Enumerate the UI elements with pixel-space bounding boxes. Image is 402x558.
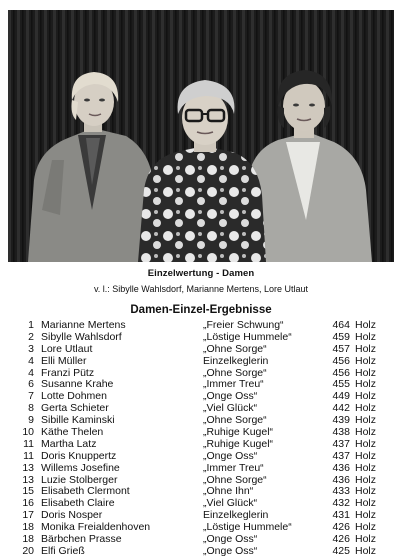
player-name: Doris Nosper [41,509,103,522]
score: 449 [332,390,350,403]
club-name: „Onge Oss“ [203,390,258,403]
club-name: „Freier Schwung“ [203,319,284,331]
score-unit: Holz [355,426,377,439]
score-unit: Holz [355,461,377,474]
score-unit: Holz [355,473,377,486]
score-unit: Holz [355,437,377,450]
rank: 7 [28,390,34,403]
score: 433 [332,485,350,498]
player-name: Monika Freialdenhoven [41,521,151,534]
rank: 13 [22,473,34,486]
score-unit: Holz [355,544,377,557]
score-unit: Holz [355,354,377,367]
club-name: „Onge Oss“ [203,449,258,462]
rank: 20 [22,544,34,557]
player-name: Willems Josefine [41,461,120,474]
result-row [0,332,402,344]
player-name: Marianne Mertens [41,319,126,331]
score-unit: Holz [355,521,377,534]
club-name: „Immer Treu“ [203,461,264,474]
rank: 3 [28,342,34,355]
result-row [0,439,402,451]
score-unit: Holz [355,414,377,427]
rank: 2 [28,330,34,343]
score: 456 [332,366,350,379]
score: 442 [332,402,350,415]
rank: 18 [22,533,34,546]
club-name: „Onge Oss“ [203,544,258,557]
player-name: Doris Knuppertz [41,449,117,462]
player-name: Elfi Grieß [41,544,85,557]
player-name: Gerta Schieter [41,402,109,415]
score: 425 [332,544,350,557]
result-row [0,451,402,463]
player-name: Luzie Stolberger [41,473,118,486]
result-row [0,344,402,356]
player-name: Martha Latz [41,437,97,450]
score: 436 [332,473,350,486]
photo-caption-title: Einzelwertung - Damen [147,268,255,279]
results-table [0,320,402,558]
club-name: „Viel Glück“ [203,497,258,510]
player-name: Franzi Pütz [41,366,95,379]
player-name: Sibylle Wahlsdorf [41,330,122,343]
club-name: „Ruhige Kugel“ [203,437,274,450]
score: 459 [332,330,350,343]
rank: 8 [28,402,34,415]
group-photo [8,10,394,262]
club-name: „Ruhige Kugel“ [203,426,274,439]
score: 426 [332,533,350,546]
score: 455 [332,378,350,391]
score: 439 [332,414,350,427]
score: 437 [332,449,350,462]
rank: 17 [22,509,34,522]
player-name: Elisabeth Claire [41,497,115,510]
rank: 15 [22,485,34,498]
rank: 4 [28,366,34,379]
rank: 18 [22,521,34,534]
club-name: „Viel Glück“ [203,402,258,415]
club-name: „Ohne Sorge“ [203,473,267,486]
club-name: „Ohne Sorge“ [203,342,267,355]
player-name: Lore Utlaut [41,342,93,355]
club-name: „Onge Oss“ [203,533,258,546]
score-unit: Holz [355,497,377,510]
result-row [0,356,402,368]
player-name: Käthe Thelen [41,426,104,439]
player-name: Bärbchen Prasse [41,533,122,546]
rank: 4 [28,354,34,367]
score-unit: Holz [355,330,377,343]
club-name: „Immer Treu“ [203,378,264,391]
club-name: Einzelkeglerin [203,354,269,367]
results-title: Damen-Einzel-Ergebnisse [130,304,272,316]
rank: 10 [22,426,34,439]
club-name: „Ohne Ihn“ [203,485,254,498]
club-name: „Löstige Hummele“ [203,521,292,534]
player-name: Elisabeth Clermont [41,485,130,498]
score: 426 [332,521,350,534]
score: 456 [332,354,350,367]
score: 436 [332,461,350,474]
club-name: „Ohne Sorge“ [203,414,267,427]
score-unit: Holz [355,390,377,403]
score: 432 [332,497,350,510]
player-name: Lotte Dohmen [41,390,107,403]
score: 437 [332,437,350,450]
rank: 16 [22,497,34,510]
rank: 6 [28,378,34,391]
player-name: Elli Müller [41,354,87,367]
result-row [0,463,402,475]
score-unit: Holz [355,402,377,415]
club-name: „Ohne Sorge“ [203,366,267,379]
score-unit: Holz [355,378,377,391]
score-unit: Holz [355,449,377,462]
score: 431 [332,509,350,522]
score-unit: Holz [355,342,377,355]
player-name: Susanne Krahe [41,378,114,391]
score-unit: Holz [355,319,377,331]
score-unit: Holz [355,366,377,379]
club-name: „Löstige Hummele“ [203,330,292,343]
score: 457 [332,342,350,355]
player-name: Sibille Kaminski [41,414,115,427]
rank: 11 [23,437,34,450]
score-unit: Holz [355,533,377,546]
club-name: Einzelkeglerin [203,509,269,522]
photo-caption-subtitle: v. l.: Sibylle Wahlsdorf, Marianne Mertens, Lore Utlaut [93,284,309,294]
rank: 13 [22,461,34,474]
rank: 11 [23,449,34,462]
score: 438 [332,426,350,439]
score: 464 [332,319,350,331]
score-unit: Holz [355,509,377,522]
rank: 1 [28,319,34,331]
result-row [0,546,402,558]
score-unit: Holz [355,485,377,498]
rank: 9 [28,414,34,427]
